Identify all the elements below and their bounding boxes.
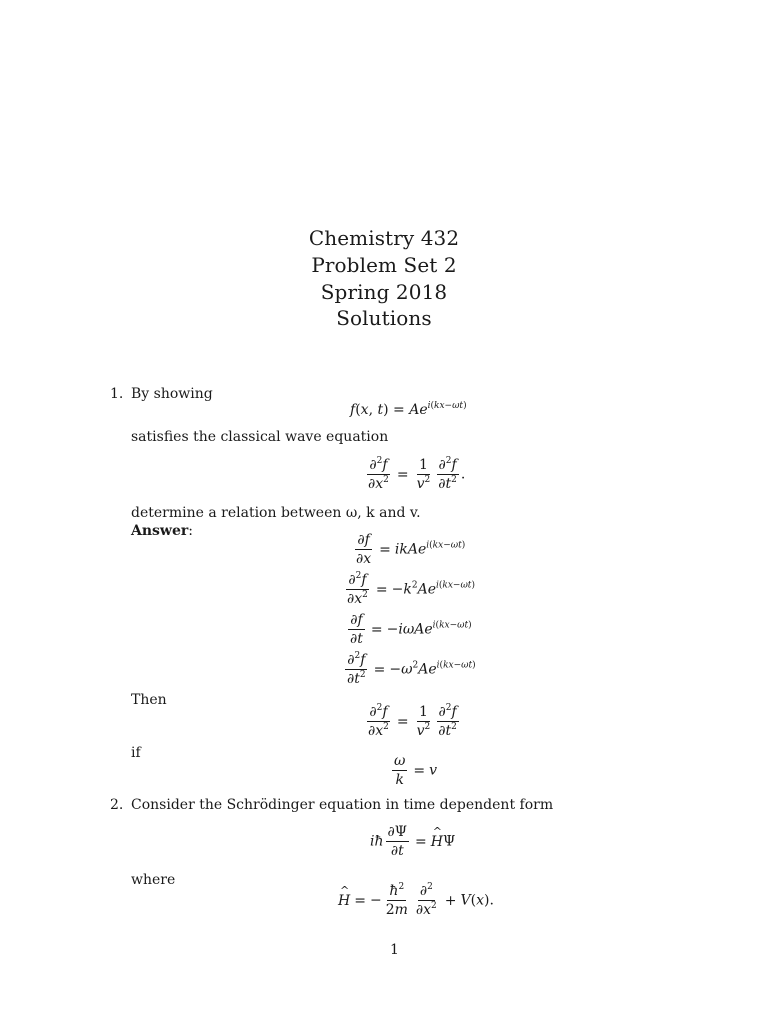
problem-1-intro: By showing bbox=[131, 386, 213, 402]
answer-label: Answer bbox=[131, 523, 189, 539]
problem-1-satisfies-text: satisfies the classical wave equation bbox=[131, 429, 389, 445]
answer-colon: : bbox=[188, 523, 193, 539]
solutions-title: Solutions bbox=[336, 306, 432, 330]
equation-omega-over-k: $\frac{\omega}{k}$ = v bbox=[394, 753, 438, 788]
problem-1-number: 1. bbox=[110, 386, 124, 402]
problem-2-intro: Consider the Schrödinger equation in time dependent form bbox=[131, 797, 554, 813]
equation-wave-repeat: $\frac{\partial^2f}{\partial x^2}$ = $\frac{1}{v^2}$ $\frac{\partial^2f}{\partial t^2}$ bbox=[368, 703, 457, 739]
problem-set-title: Problem Set 2 bbox=[311, 253, 457, 277]
equation-schrodinger: iħ $\frac{\partial\Psi}{\partial t}$ =^ HΨ bbox=[370, 824, 455, 859]
equation-hamiltonian: ^ H = − $\frac{ħ^2}{2m}$ $\frac{\partial^2}{\partial x^2}$ + V(x). bbox=[338, 883, 494, 918]
equation-d2f-dx2: $\frac{\partial^2f}{\partial x^2}$ = $-k^2Ae^{i(kx-\omega t)}$ bbox=[347, 571, 475, 607]
if-text: if bbox=[131, 745, 141, 761]
answer-label-line bbox=[131, 523, 193, 539]
problem-2-number: 2. bbox=[110, 797, 124, 813]
equation-wave-function: f(x, $t) = Ae^{i(kx-\omega t)}$ bbox=[350, 401, 467, 418]
page-number: 1 bbox=[390, 942, 399, 958]
equation-df-dx: $\frac{\partial f}{\partial x}$ = ikAe$^{i(kx-\omega t)}$ bbox=[356, 532, 466, 567]
then-text: Then bbox=[131, 692, 167, 708]
term-title: Spring 2018 bbox=[320, 280, 448, 304]
where-text: where bbox=[131, 872, 176, 888]
equation-classical-wave: $\frac{\partial^2f}{\partial x^2}$ = $\frac{1}{v^2}$ $\frac{\partial^2f}{\partial t^2}$ . bbox=[368, 456, 466, 492]
equation-d2f-dt2: $\frac{\partial^2f}{\partial t^2}$ = $-\omega^2Ae^{i(kx-\omega t)}$ bbox=[347, 651, 476, 687]
course-title: Chemistry 432 bbox=[308, 226, 460, 250]
equation-df-dt: $\frac{\partial f}{\partial t}$ = −iωAe$^{i(kx-\omega t)}$ bbox=[350, 612, 472, 647]
problem-1-determine-text: determine a relation between ω, k and v. bbox=[131, 505, 421, 521]
